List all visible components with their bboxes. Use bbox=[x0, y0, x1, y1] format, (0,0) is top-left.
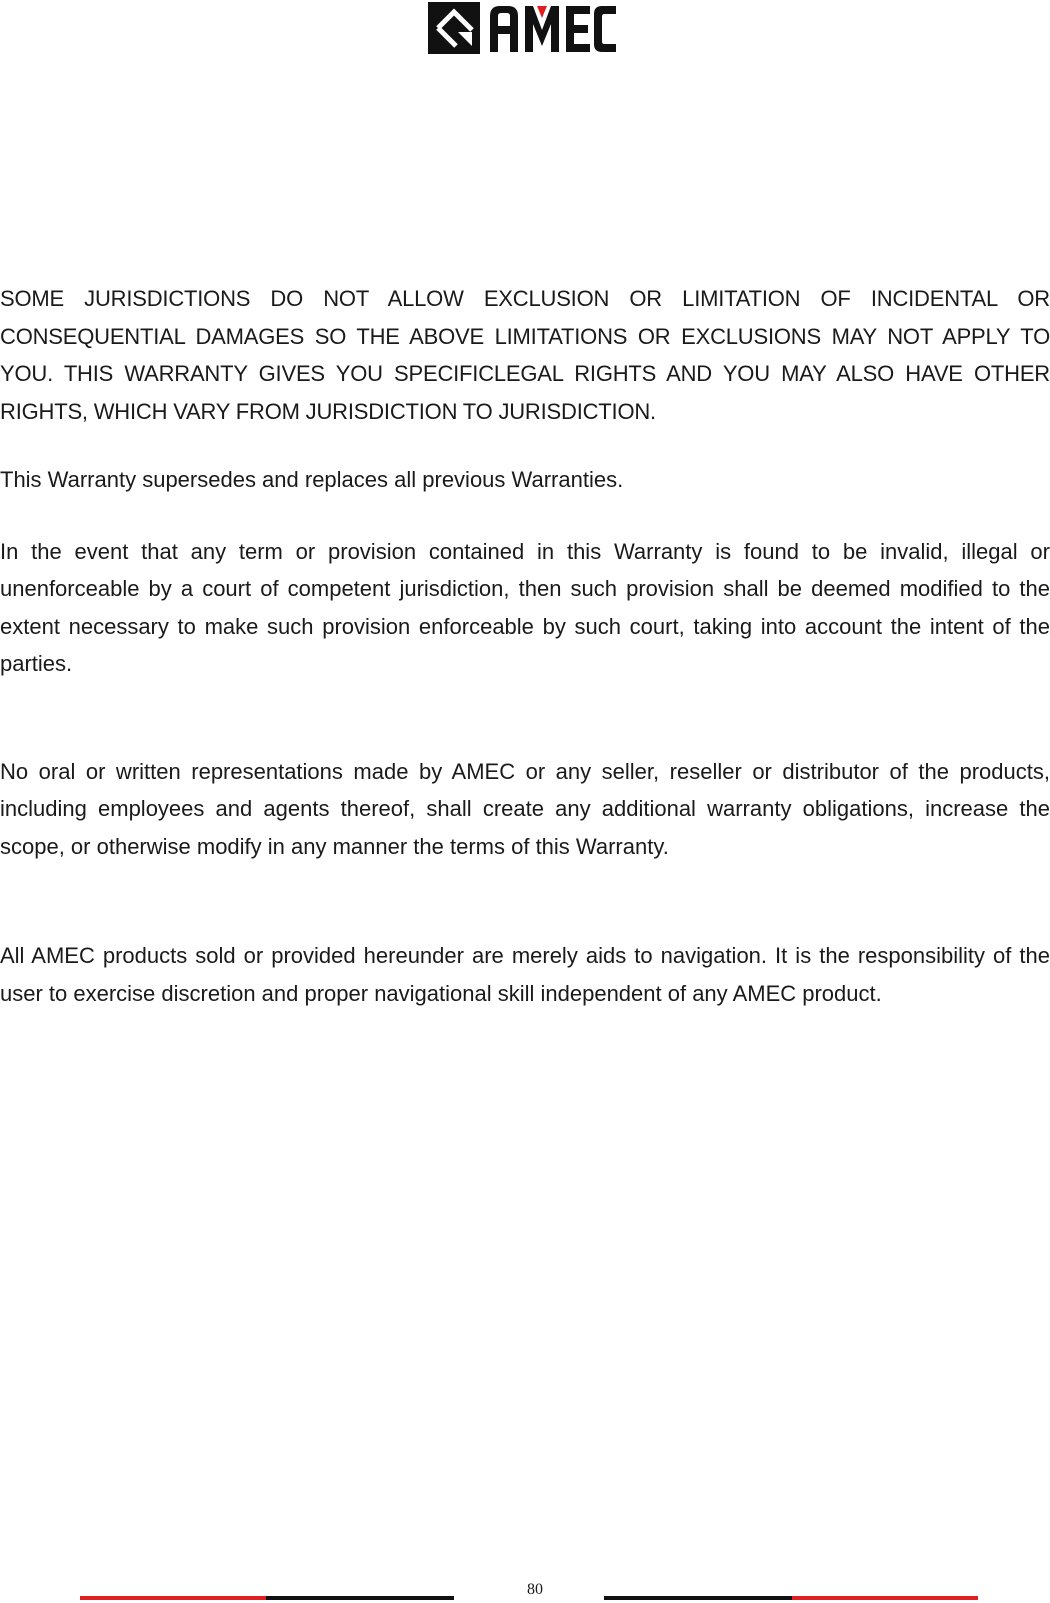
warranty-text bbox=[0, 280, 1050, 1012]
amec-logo bbox=[428, 2, 618, 54]
footer-rule-left-black bbox=[266, 1596, 454, 1600]
amec-logo-graphic bbox=[428, 2, 618, 54]
page-number: 80 bbox=[527, 1581, 543, 1598]
paragraph-jurisdiction-disclaimer: SOME JURISDICTIONS DO NOT ALLOW EXCLUSION OR LIMITATION OF INCIDENTAL OR CONSEQUENTIAL DAMAGES SO THE ABOVE LIMITATIONS OR EXCLUSIONS MAY NOT APPLY TO YOU. THIS WARRANTY GIVES YOU SPECIFICLEGAL RIGHTS AND YOU MAY ALSO HAVE OTHER RIGHTS, WHICH VARY FROM JURISDICTION TO JURISDICTION. bbox=[0, 286, 1050, 424]
paragraph-navigation-aids: All AMEC products sold or provided hereunder are merely aids to navigation. It is the responsibility of the user to exercise discretion and proper navigational skill independent of any AMEC product. bbox=[0, 943, 1050, 1006]
footer-rule-right-black bbox=[604, 1596, 792, 1600]
paragraph-supersedes: This Warranty supersedes and replaces all previous Warranties. bbox=[0, 467, 624, 492]
footer-rule-left-red bbox=[80, 1596, 266, 1600]
paragraph-no-representations: No oral or written representations made by AMEC or any seller, reseller or distributor of the products, including employees and agents thereof, shall create any additional warranty obligations, increase the scope, or otherwise modify in any manner the terms of this Warranty. bbox=[0, 758, 1050, 859]
paragraph-severability: In the event that any term or provision contained in this Warranty is found to be invalid, illegal or unenforceable by a court of competent jurisdiction, then such provision shall be deemed modified to the extent necessary to make such provision enforceable by such court, taking into account the intent of the parties. bbox=[0, 538, 1050, 676]
footer-rule-right-red bbox=[792, 1596, 978, 1600]
